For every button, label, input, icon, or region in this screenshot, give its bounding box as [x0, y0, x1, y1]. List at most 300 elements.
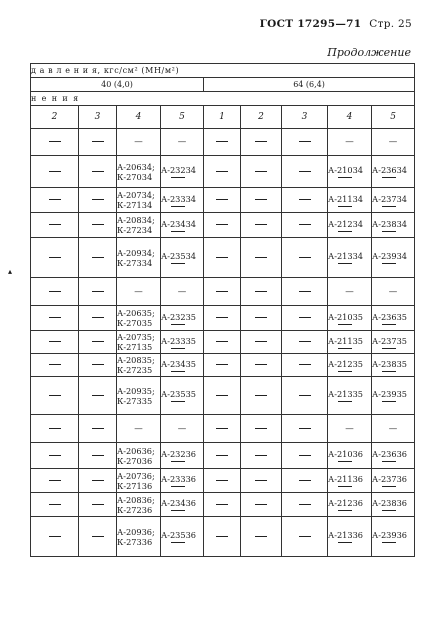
code-value: А-23236: [161, 449, 197, 459]
dash-mark: [299, 171, 311, 172]
code-cell: А-20734; К-27134: [117, 188, 161, 213]
code-value: А-23634: [372, 165, 408, 175]
code-cell: [328, 156, 372, 188]
code-cell: [328, 188, 372, 213]
code-value: А-23736: [372, 474, 408, 484]
dash-cell: [241, 213, 282, 238]
code-value: А-21036: [328, 449, 364, 459]
col-header: 3: [79, 106, 117, 129]
dash-mark: [216, 364, 228, 365]
group-40: 40 (4,0): [31, 78, 204, 92]
dash-cell: [31, 213, 79, 238]
underline-dash: [338, 401, 352, 402]
code-value: А-21236: [328, 498, 364, 508]
dash-mark: [299, 395, 311, 396]
dash-cell: [204, 415, 241, 443]
col-header: 4: [328, 106, 372, 129]
dash-cell: [282, 129, 328, 156]
underline-dash: [382, 461, 396, 462]
dash-cell: [204, 469, 241, 493]
dash-mark: [216, 395, 228, 396]
dash-mark: [92, 364, 104, 365]
code-cell: [161, 213, 204, 238]
group-64: 64 (6,4): [204, 78, 415, 92]
dash-mark: [49, 480, 61, 481]
code-value: —: [388, 423, 398, 434]
dash-mark: [216, 291, 228, 292]
code-value: А-23935: [372, 389, 408, 399]
code-value: А-23436: [161, 498, 197, 508]
underline-dash: [382, 324, 396, 325]
subcaption-row: [31, 92, 415, 106]
underline-dash: [338, 324, 352, 325]
code-k: К-27035: [117, 318, 153, 328]
code-value: —: [345, 286, 354, 297]
code-cell: [372, 156, 415, 188]
dash-cell: [282, 443, 328, 469]
dash-cell: [282, 469, 328, 493]
code-cell: [372, 213, 415, 238]
dash-text: —: [134, 423, 143, 434]
dash-cell: [282, 306, 328, 331]
dash-mark: [255, 395, 267, 396]
code-value: —: [388, 137, 398, 147]
code-value: А-23536: [161, 530, 197, 540]
underline-dash: [171, 324, 185, 325]
code-value: А-23335: [161, 335, 197, 346]
underline-dash: [338, 231, 352, 232]
underline-dash: [338, 510, 352, 511]
dash-mark: [92, 395, 104, 396]
dash-cell: [79, 469, 117, 493]
code-cell: [372, 469, 415, 493]
code-value: А-23535: [161, 389, 197, 399]
dash-mark: [49, 341, 61, 342]
dash-cell: [31, 156, 79, 188]
code-cell: А-20936; К-27336: [117, 517, 161, 557]
code-cell: А-20736; К-27136: [117, 469, 161, 493]
column-header-row: [31, 106, 415, 129]
dash-mark: [299, 257, 311, 258]
code-cell: [372, 493, 415, 517]
code-k: К-27235: [117, 365, 153, 375]
code-cell: А-20935; К-27335: [117, 377, 161, 415]
dash-cell: [241, 354, 282, 377]
code-value: —: [345, 137, 354, 147]
col-header: 5: [372, 106, 415, 129]
code-value: —: [177, 423, 187, 434]
code-cell: [328, 415, 372, 443]
dash-cell: [79, 443, 117, 469]
dash-cell: [31, 517, 79, 557]
dash-cell: [117, 415, 161, 443]
dash-mark: [92, 199, 104, 200]
dash-mark: [255, 257, 267, 258]
dash-mark: [216, 455, 228, 456]
dash-mark: [92, 141, 104, 142]
code-value: А-21235: [328, 358, 364, 369]
code-cell: А-20836; К-27236: [117, 493, 161, 517]
code-cell: [161, 278, 204, 306]
code-k: К-27135: [117, 342, 153, 352]
dash-cell: [31, 415, 79, 443]
underline-dash: [171, 542, 185, 543]
underline-dash: [171, 401, 185, 402]
code-cell: [328, 331, 372, 354]
dash-cell: [31, 493, 79, 517]
dash-mark: [255, 291, 267, 292]
dash-mark: [216, 480, 228, 481]
dash-cell: [282, 377, 328, 415]
dash-cell: [204, 238, 241, 278]
code-value: —: [388, 286, 398, 297]
dash-mark: [255, 224, 267, 225]
code-a: А-20935: [117, 385, 153, 396]
table-row: [31, 188, 415, 213]
table-row: [31, 415, 415, 443]
code-cell: [161, 129, 204, 156]
table-row: [31, 354, 415, 377]
dash-cell: [79, 377, 117, 415]
dash-cell: [282, 493, 328, 517]
code-value: А-23734: [372, 193, 408, 204]
code-k: К-27036: [117, 455, 153, 466]
subcaption: н е н и я: [31, 92, 415, 106]
col-header: 2: [241, 106, 282, 129]
dash-mark: [49, 199, 61, 200]
dash-mark: [92, 504, 104, 505]
dash-mark: [255, 536, 267, 537]
underline-dash: [338, 206, 352, 207]
underline-dash: [338, 263, 352, 264]
code-value: А-23235: [161, 311, 197, 322]
dash-cell: [282, 278, 328, 306]
code-cell: [328, 377, 372, 415]
dash-mark: [49, 504, 61, 505]
code-cell: [328, 278, 372, 306]
dash-cell: [241, 331, 282, 354]
code-cell: [328, 238, 372, 278]
code-k: К-27234: [117, 225, 153, 235]
dash-cell: [31, 443, 79, 469]
col-header: 2: [31, 106, 79, 129]
dash-mark: [49, 364, 61, 365]
code-value: А-21334: [328, 251, 364, 261]
dash-mark: [299, 291, 311, 292]
dash-cell: [204, 129, 241, 156]
table-row: [31, 469, 415, 493]
code-cell: [161, 493, 204, 517]
code-value: А-21034: [328, 165, 364, 175]
dash-cell: [79, 354, 117, 377]
dash-cell: [79, 188, 117, 213]
dash-mark: [255, 317, 267, 318]
dash-cell: [282, 188, 328, 213]
dash-mark: [216, 224, 228, 225]
code-cell: [372, 517, 415, 557]
dash-cell: [204, 306, 241, 331]
code-k: К-27034: [117, 171, 153, 182]
underline-dash: [382, 263, 396, 264]
dash-cell: [241, 306, 282, 331]
code-cell: [161, 188, 204, 213]
dash-mark: [216, 341, 228, 342]
dash-cell: [241, 469, 282, 493]
dash-cell: [117, 278, 161, 306]
code-cell: [161, 238, 204, 278]
dash-text: —: [134, 137, 143, 147]
dash-cell: [204, 377, 241, 415]
pressure-group-row: [31, 78, 415, 92]
page-number: Стр. 25: [369, 18, 412, 30]
dash-mark: [299, 224, 311, 225]
code-value: А-23334: [161, 193, 197, 204]
code-value: А-23735: [372, 335, 408, 346]
code-a: А-20934: [117, 247, 153, 258]
dash-cell: [31, 238, 79, 278]
dash-cell: [241, 278, 282, 306]
dash-mark: [49, 171, 61, 172]
dash-cell: [204, 517, 241, 557]
dash-mark: [216, 428, 228, 429]
code-value: —: [177, 137, 187, 147]
underline-dash: [338, 486, 352, 487]
underline-dash: [171, 461, 185, 462]
dash-mark: [255, 504, 267, 505]
dash-mark: [255, 199, 267, 200]
dash-mark: [92, 257, 104, 258]
dash-cell: [79, 238, 117, 278]
underline-dash: [171, 206, 185, 207]
code-cell: [372, 415, 415, 443]
underline-dash: [338, 177, 352, 178]
code-a: А-20736: [117, 470, 153, 481]
dash-mark: [255, 480, 267, 481]
code-value: А-23636: [372, 449, 408, 459]
dash-cell: [241, 377, 282, 415]
dash-cell: [282, 517, 328, 557]
underline-dash: [338, 461, 352, 462]
code-value: А-21135: [328, 335, 364, 346]
underline-dash: [382, 177, 396, 178]
dash-mark: [216, 199, 228, 200]
code-cell: [372, 238, 415, 278]
underline-dash: [382, 371, 396, 372]
dash-cell: [241, 493, 282, 517]
dash-cell: [204, 156, 241, 188]
dash-mark: [216, 536, 228, 537]
underline-dash: [171, 263, 185, 264]
dash-cell: [204, 354, 241, 377]
table-row: [31, 129, 415, 156]
dash-cell: [241, 156, 282, 188]
dash-mark: [255, 364, 267, 365]
dash-cell: [31, 377, 79, 415]
underline-dash: [382, 206, 396, 207]
code-cell: [328, 469, 372, 493]
dash-cell: [79, 493, 117, 517]
code-a: А-20836: [117, 494, 153, 505]
dash-cell: [282, 156, 328, 188]
dash-mark: [49, 428, 61, 429]
dash-mark: [255, 171, 267, 172]
code-k: К-27335: [117, 395, 153, 406]
underline-dash: [171, 510, 185, 511]
dash-cell: [31, 278, 79, 306]
code-cell: [328, 306, 372, 331]
table-row: [31, 443, 415, 469]
code-value: А-23336: [161, 474, 197, 484]
table-row: [31, 278, 415, 306]
dash-cell: [282, 238, 328, 278]
dash-mark: [255, 341, 267, 342]
dash-cell: [31, 306, 79, 331]
table-row: [31, 331, 415, 354]
pressure-caption: д а в л е н и я, кгс/см² (МН/м²): [31, 64, 415, 78]
dash-cell: [117, 129, 161, 156]
code-a: А-20735: [117, 332, 153, 342]
code-cell: [372, 331, 415, 354]
dash-mark: [299, 141, 311, 142]
code-cell: А-20735; К-27135: [117, 331, 161, 354]
code-value: —: [345, 423, 354, 434]
underline-dash: [382, 486, 396, 487]
pressure-caption-row: [31, 64, 415, 78]
dash-mark: [92, 480, 104, 481]
dash-cell: [241, 443, 282, 469]
code-cell: [161, 156, 204, 188]
dash-mark: [299, 428, 311, 429]
code-cell: [161, 517, 204, 557]
code-a: А-20834: [117, 215, 153, 225]
code-cell: [372, 354, 415, 377]
code-cell: А-20634; К-27034: [117, 156, 161, 188]
underline-dash: [171, 371, 185, 372]
code-cell: [328, 517, 372, 557]
underline-dash: [382, 231, 396, 232]
code-k: К-27334: [117, 257, 153, 268]
dash-mark: [49, 224, 61, 225]
dash-mark: [92, 291, 104, 292]
standard-header: [260, 18, 412, 30]
dash-mark: [92, 317, 104, 318]
dash-cell: [204, 443, 241, 469]
code-cell: [328, 213, 372, 238]
code-a: А-20835: [117, 355, 153, 365]
code-a: А-20734: [117, 190, 153, 200]
code-cell: [372, 306, 415, 331]
dash-cell: [241, 188, 282, 213]
dash-mark: [299, 536, 311, 537]
code-a: А-20936: [117, 526, 153, 537]
code-value: А-21136: [328, 474, 364, 484]
code-value: А-23534: [161, 251, 197, 261]
valve-code-table: [30, 63, 415, 557]
dash-mark: [216, 317, 228, 318]
dash-cell: [79, 213, 117, 238]
dash-cell: [282, 354, 328, 377]
dash-cell: [204, 331, 241, 354]
dash-mark: [92, 455, 104, 456]
dash-text: —: [134, 286, 143, 297]
code-value: А-23836: [372, 498, 408, 508]
col-header: 4: [117, 106, 161, 129]
dash-mark: [255, 428, 267, 429]
code-a: А-20635: [117, 308, 153, 318]
code-k: К-27136: [117, 480, 153, 491]
dash-mark: [92, 224, 104, 225]
col-header: 5: [161, 106, 204, 129]
code-cell: [161, 306, 204, 331]
code-cell: [161, 443, 204, 469]
code-cell: [161, 469, 204, 493]
code-value: А-23834: [372, 218, 408, 229]
code-cell: [161, 377, 204, 415]
code-a: А-20636: [117, 445, 153, 456]
dash-mark: [216, 171, 228, 172]
dash-cell: [31, 129, 79, 156]
dash-cell: [31, 354, 79, 377]
code-a: А-20634: [117, 161, 153, 172]
code-value: А-21336: [328, 530, 364, 540]
code-cell: [372, 377, 415, 415]
code-k: К-27236: [117, 504, 153, 515]
dash-mark: [299, 480, 311, 481]
code-value: А-21335: [328, 389, 364, 399]
code-cell: [372, 278, 415, 306]
dash-mark: [299, 504, 311, 505]
table-row: [31, 306, 415, 331]
code-cell: [328, 493, 372, 517]
code-value: А-23434: [161, 218, 197, 229]
code-cell: [328, 443, 372, 469]
dash-mark: [299, 364, 311, 365]
dash-cell: [79, 331, 117, 354]
dash-cell: [241, 129, 282, 156]
table-row: [31, 156, 415, 188]
dash-mark: [255, 141, 267, 142]
dash-cell: [79, 278, 117, 306]
dash-mark: [216, 504, 228, 505]
dash-cell: [204, 213, 241, 238]
dash-cell: [31, 469, 79, 493]
code-value: А-21234: [328, 218, 364, 229]
code-cell: [372, 443, 415, 469]
page-header: [0, 0, 427, 60]
dash-cell: [241, 415, 282, 443]
margin-mark: ▴: [8, 267, 13, 276]
dash-cell: [204, 493, 241, 517]
dash-cell: [79, 156, 117, 188]
dash-mark: [299, 341, 311, 342]
code-value: —: [177, 286, 187, 297]
dash-cell: [79, 306, 117, 331]
table-row: [31, 377, 415, 415]
dash-cell: [241, 238, 282, 278]
code-value: А-23435: [161, 358, 197, 369]
dash-cell: [282, 213, 328, 238]
code-cell: А-20834; К-27234: [117, 213, 161, 238]
dash-cell: [204, 278, 241, 306]
code-cell: А-20835; К-27235: [117, 354, 161, 377]
code-cell: А-20636; К-27036: [117, 443, 161, 469]
code-cell: А-20934; К-27334: [117, 238, 161, 278]
dash-cell: [282, 331, 328, 354]
dash-mark: [92, 428, 104, 429]
underline-dash: [338, 542, 352, 543]
col-header: 3: [282, 106, 328, 129]
table-row: [31, 517, 415, 557]
